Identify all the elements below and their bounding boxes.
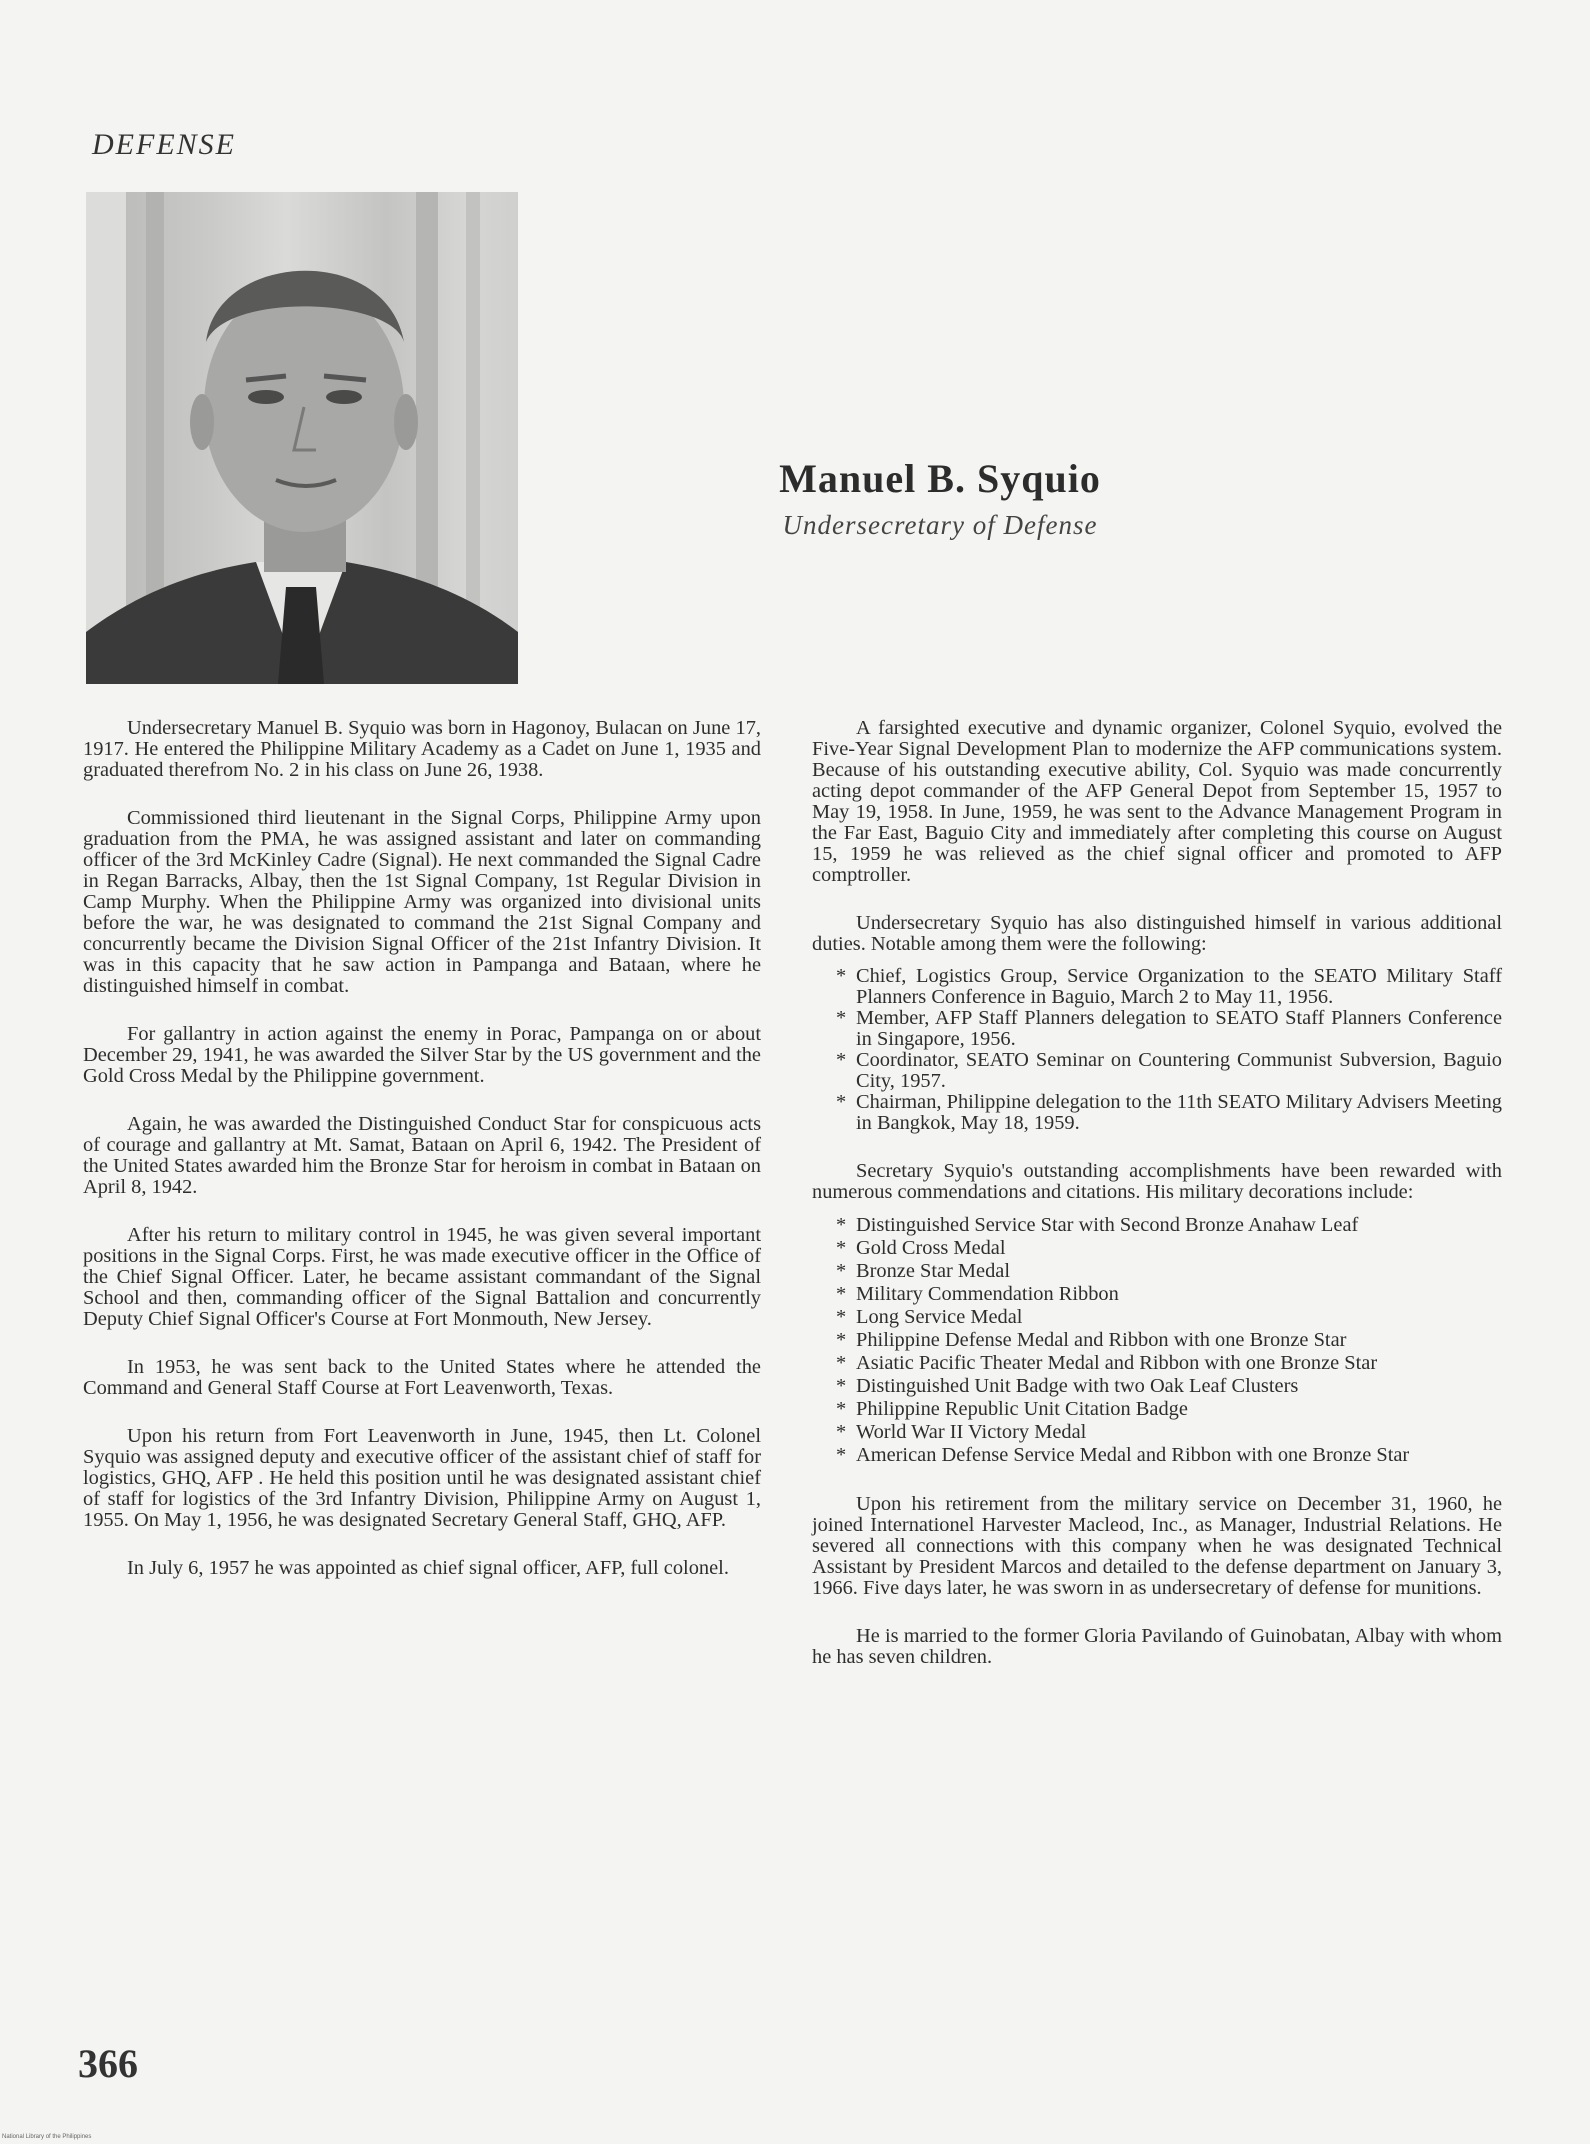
list-item: * Chairman, Philippine delegation to the 11th SEATO Military Advisers Meeting in Bangkok, May 18, 1959. — [852, 1092, 1502, 1134]
page-number: 366 — [78, 2041, 138, 2086]
list-item: * Military Commendation Ribbon — [852, 1283, 1502, 1306]
left-ear — [190, 394, 214, 450]
paragraph: For gallantry in action against the enemy in Porac, Pampanga on or about December 29, 1941, he was awarded the Silver Star by the US government and the Gold Cross Medal by the Philippine government. — [83, 1023, 761, 1087]
duties-list — [812, 966, 1502, 1134]
person-title: Undersecretary of Defense — [782, 510, 1098, 540]
paragraph: Again, he was awarded the Distinguished Conduct Star for conspicuous acts of courage and gallantry at Mt. Samat, Bataan on April 6, 1942. The President of the United States awarded him the Bronze Star for heroism in combat in Bataan on April 8, 1942. — [83, 1113, 761, 1198]
left-column — [83, 718, 761, 1606]
list-item: * Long Service Medal — [852, 1306, 1502, 1329]
necktie — [278, 587, 324, 684]
section-label: DEFENSE — [92, 128, 236, 161]
name-block — [660, 455, 1220, 541]
left-eye — [248, 390, 284, 404]
list-item: * Philippine Defense Medal and Ribbon with one Bronze Star — [852, 1329, 1502, 1352]
list-item: * Asiatic Pacific Theater Medal and Ribbon with one Bronze Star — [852, 1352, 1502, 1375]
list-item: * Coordinator, SEATO Seminar on Countering Communist Subversion, Baguio City, 1957. — [852, 1050, 1502, 1092]
paragraph: Undersecretary Syquio has also distinguished himself in various additional duties. Notable among them were the following: — [812, 912, 1502, 955]
right-eye — [326, 390, 362, 404]
right-ear — [394, 394, 418, 450]
list-item: * World War II Victory Medal — [852, 1421, 1502, 1444]
list-item: * Distinguished Service Star with Second Bronze Anahaw Leaf — [852, 1214, 1502, 1237]
list-item: * Member, AFP Staff Planners delegation to SEATO Staff Planners Conference in Singapore, 1956. — [852, 1008, 1502, 1050]
paragraph: He is married to the former Gloria Pavilando of Guinobatan, Albay with whom he has seven children. — [812, 1625, 1502, 1668]
list-item: * American Defense Service Medal and Ribbon with one Bronze Star — [852, 1444, 1502, 1467]
paragraph: In 1953, he was sent back to the United States where he attended the Command and General Staff Course at Fort Leavenworth, Texas. — [83, 1356, 761, 1399]
paragraph: Upon his return from Fort Leavenworth in June, 1945, then Lt. Colonel Syquio was assigned deputy and executive officer of the assistant chief of staff for logistics, GHQ, AFP . He held this position until he was designated assistant chief of staff for logistics of the 3rd Infantry Division, Philippine Army on August 1, 1955. On May 1, 1956, he was designated Secretary General Staff, GHQ, AFP. — [83, 1425, 761, 1531]
list-item: * Philippine Republic Unit Citation Badge — [852, 1398, 1502, 1421]
paragraph: Commissioned third lieutenant in the Signal Corps, Philippine Army upon graduation from the PMA, he was assigned assistant and later on commanding officer of the 3rd McKinley Cadre (Signal). He next commanded the Signal Cadre in Regan Barracks, Albay, then the 1st Signal Company, 1st Regular Division in Camp Murphy. When the Philippine Army was organized into divisional units before the war, he was designated to command the 21st Signal Company and concurrently became the Division Signal Officer of the 21st Infantry Division. It was in this capacity that he saw action in Pampanga and Bataan, where he distinguished himself in combat. — [83, 807, 761, 997]
paragraph: After his return to military control in 1945, he was given several important positions in the Signal Corps. First, he was made executive officer in the Office of the Chief Signal Officer. Later, he became assistant commandant of the Signal School and then, commanding officer of the Signal Battalion and concurrently Deputy Chief Signal Officer's Course at Fort Monmouth, New Jersey. — [83, 1224, 761, 1330]
list-item: * Bronze Star Medal — [852, 1260, 1502, 1283]
paragraph: Undersecretary Manuel B. Syquio was born in Hagonoy, Bulacan on June 17, 1917. He entered the Philippine Military Academy as a Cadet on June 1, 1935 and graduated therefrom No. 2 in his class on June 26, 1938. — [83, 717, 761, 781]
footer-credit: National Library of the Philippines — [2, 2134, 92, 2140]
portrait-photo — [86, 192, 518, 684]
paragraph: In July 6, 1957 he was appointed as chief signal officer, AFP, full colonel. — [127, 1557, 729, 1579]
list-item: * Distinguished Unit Badge with two Oak Leaf Clusters — [852, 1375, 1502, 1398]
list-item: * Gold Cross Medal — [852, 1237, 1502, 1260]
paragraph: A farsighted executive and dynamic organizer, Colonel Syquio, evolved the Five-Year Signal Development Plan to modernize the AFP communications system. Because of his outstanding executive ability, Col. Syquio was made concurrently acting depot commander of the AFP General Depot from September 15, 1957 to May 19, 1958. In June, 1959, he was sent to the Advance Management Program in the Far East, Baguio City and immediately after completing this course on August 15, 1959 he was relieved as the chief signal officer and promoted to AFP comptroller. — [812, 717, 1502, 886]
paragraph: Upon his retirement from the military service on December 31, 1960, he joined Internationel Harvester Macleod, Inc., as Manager, Industrial Relations. He severed all connections with this company when he was designated Technical Assistant by President Marcos and detailed to the defense department on January 3, 1966. Five days later, he was sworn in as undersecretary of defense for munitions. — [812, 1493, 1502, 1599]
portrait-drawing — [86, 192, 518, 684]
right-column — [812, 718, 1502, 1695]
decorations-list — [812, 1214, 1502, 1467]
person-name: Manuel B. Syquio — [779, 456, 1101, 501]
list-item: * Chief, Logistics Group, Service Organization to the SEATO Military Staff Planners Conference in Baguio, March 2 to May 11, 1956. — [852, 966, 1502, 1008]
paragraph: Secretary Syquio's outstanding accomplishments have been rewarded with numerous commendations and citations. His military decorations include: — [812, 1160, 1502, 1203]
